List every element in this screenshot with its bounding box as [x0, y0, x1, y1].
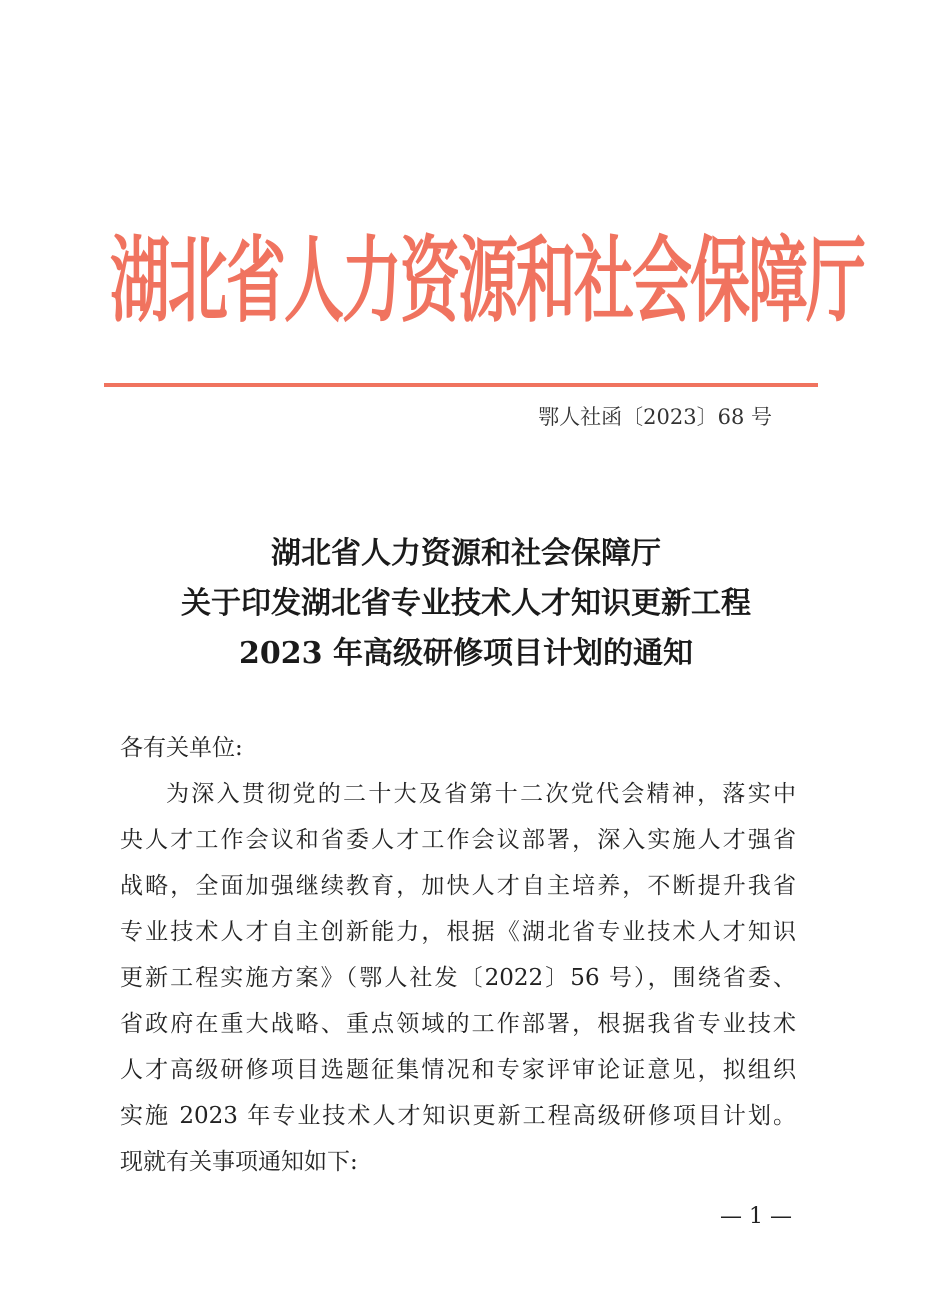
document-title-line-2: 关于印发湖北省专业技术人才知识更新工程	[181, 586, 751, 621]
body-line: 实施 2023 年专业技术人才知识更新工程高级研修项目计划。	[120, 1103, 796, 1129]
letterhead-issuer: 湖北省人力资源和社会保障厅	[110, 227, 864, 337]
body-line: 央人才工作会议和省委人才工作会议部署，深入实施人才强省	[120, 827, 796, 853]
page-number: — 1 —	[720, 1204, 792, 1229]
document-number: 鄂人社函〔2023〕68 号	[538, 405, 772, 429]
document-title-line-3: 2023 年高级研修项目计划的通知	[239, 636, 693, 671]
body-line: 专业技术人才自主创新能力，根据《湖北省专业技术人才知识	[120, 919, 796, 945]
letterhead-red-rule	[104, 383, 818, 387]
body-line: 战略，全面加强继续教育，加快人才自主培养，不断提升我省	[120, 873, 796, 899]
document-title-line-1: 湖北省人力资源和社会保障厅	[271, 536, 661, 571]
salutation: 各有关单位:	[120, 735, 243, 761]
body-line: 为深入贯彻党的二十大及省第十二次党代会精神，落实中	[166, 781, 796, 807]
body-line: 现就有关事项通知如下:	[120, 1149, 358, 1175]
body-line: 人才高级研修项目选题征集情况和专家评审论证意见，拟组织	[120, 1057, 796, 1083]
body-line: 省政府在重大战略、重点领域的工作部署，根据我省专业技术	[120, 1011, 796, 1037]
body-line: 更新工程实施方案》（鄂人社发〔2022〕56 号），围绕省委、	[120, 965, 796, 991]
